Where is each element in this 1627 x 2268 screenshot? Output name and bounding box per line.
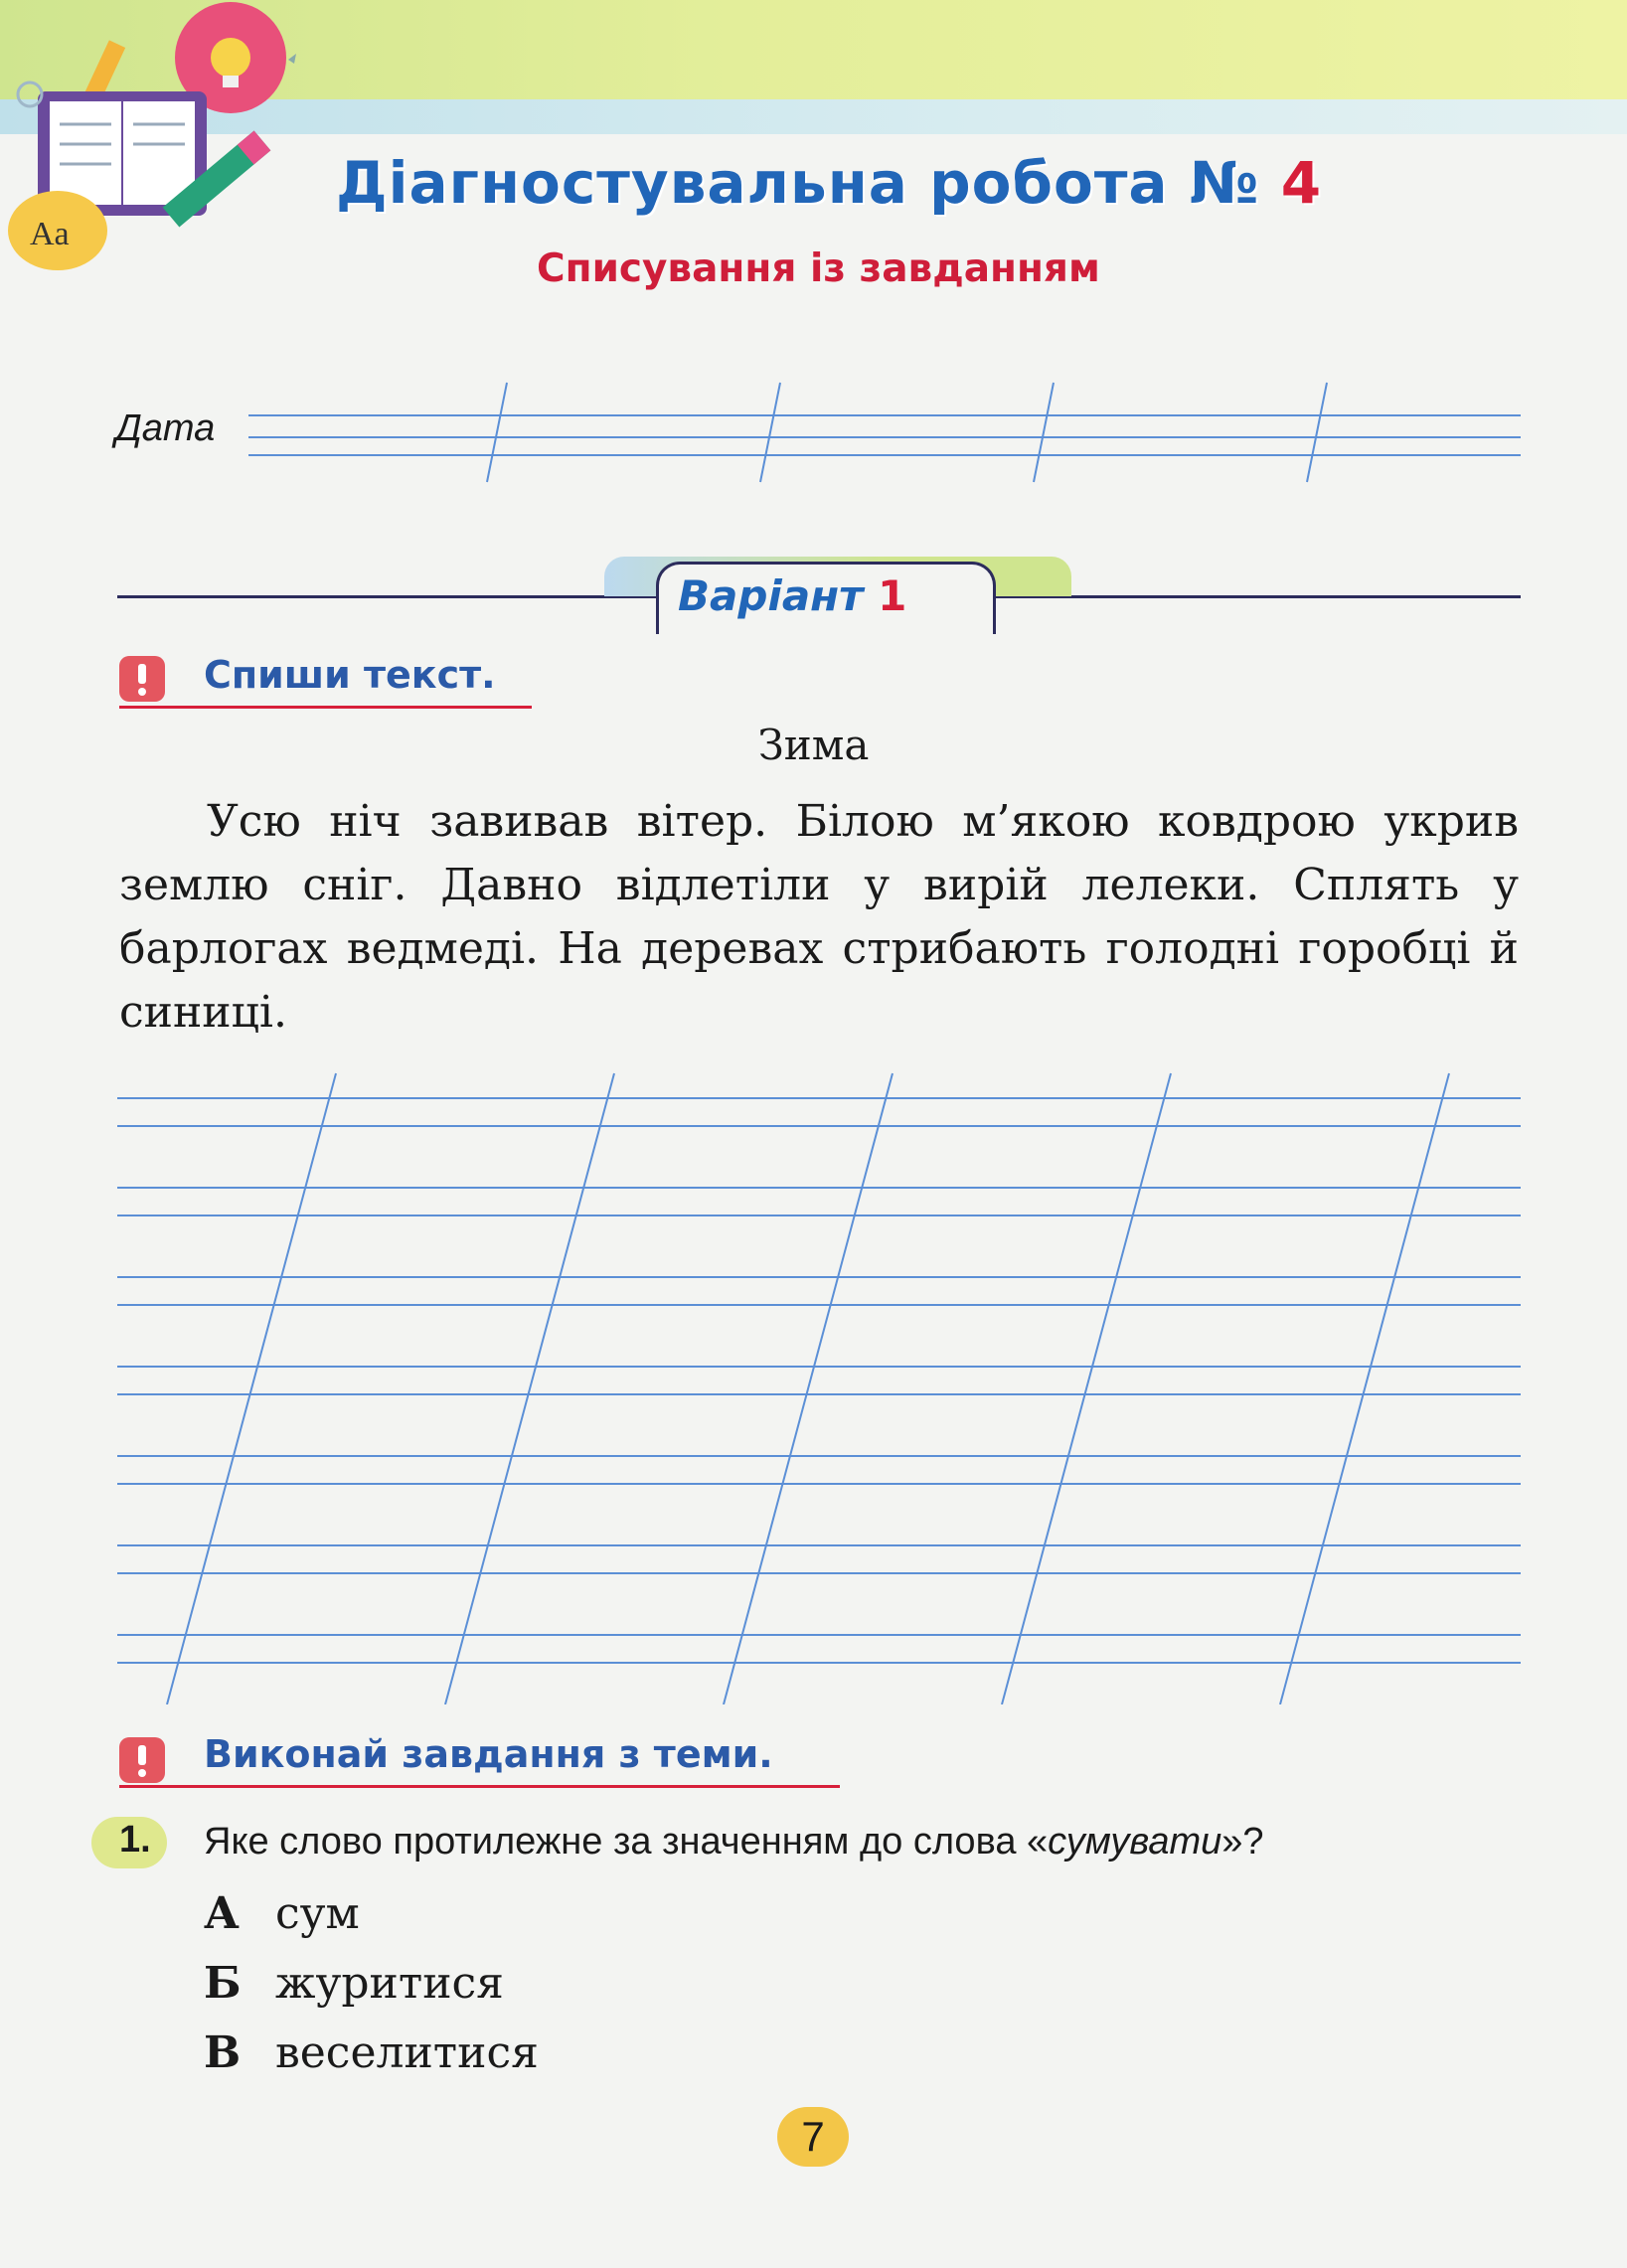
- passage-paragraph: Усю ніч завивав вітер. Білою м’якою ковдрою укрив землю сніг. Давно відлетіли у вирій лелеки. Сплять у барлогах ведмеді. На деревах стрибають голодні горобці й синиці.: [119, 796, 1519, 1038]
- task2-heading-underline: [119, 1785, 840, 1788]
- task1-heading-underline: [119, 706, 532, 709]
- question-text-before: Яке слово протилежне за значенням до слова «: [204, 1821, 1049, 1863]
- answer-option-a[interactable]: [204, 1888, 360, 1939]
- question-text: [204, 1821, 1264, 1863]
- answer-option-c[interactable]: [204, 2027, 539, 2078]
- page-title: [336, 149, 1529, 217]
- sparkle-icon: [288, 54, 296, 64]
- dictation-passage: [119, 790, 1519, 1045]
- option-text: журитися: [275, 1958, 504, 2009]
- slant-line: [1280, 1073, 1449, 1704]
- aa-badge: [8, 191, 107, 270]
- slant-line: [167, 1073, 336, 1704]
- text-title: Зима: [757, 721, 870, 769]
- option-text: сум: [275, 1888, 360, 1939]
- question-number: 1.: [119, 1819, 151, 1861]
- option-letter: Б: [204, 1958, 242, 2009]
- question-keyword: сумувати: [1048, 1821, 1222, 1863]
- date-label: Дата: [115, 407, 216, 449]
- variant-number: 1: [878, 571, 907, 620]
- book-illustration: [0, 0, 328, 308]
- option-letter: А: [204, 1888, 240, 1939]
- handwriting-lines[interactable]: [117, 1068, 1521, 1704]
- question-text-after: »?: [1221, 1821, 1264, 1863]
- page-subtitle: Списування із завданням: [537, 246, 1100, 291]
- slant-line: [1002, 1073, 1171, 1704]
- slant-line: [445, 1073, 614, 1704]
- cloud-icon: [18, 82, 42, 106]
- variant-label-text: Варіант: [678, 571, 864, 620]
- option-text: веселитися: [275, 2027, 539, 2078]
- slant-line: [724, 1073, 893, 1704]
- answer-option-b[interactable]: [204, 1958, 504, 2009]
- variant-label: [678, 571, 906, 620]
- task2-heading: Виконай завдання з теми.: [204, 1732, 773, 1776]
- aa-badge-text: Aa: [30, 216, 70, 252]
- page-number: 7: [801, 2113, 825, 2160]
- page-title-number: 4: [1280, 149, 1323, 217]
- page-title-text: Діагностувальна робота №: [336, 149, 1260, 217]
- variant-divider-left: [117, 595, 674, 598]
- date-write-field[interactable]: [248, 378, 1521, 487]
- option-letter: В: [204, 2027, 242, 2078]
- exclamation-icon: [119, 656, 165, 702]
- task1-heading: Спиши текст.: [204, 653, 496, 697]
- exclamation-icon: [119, 1737, 165, 1783]
